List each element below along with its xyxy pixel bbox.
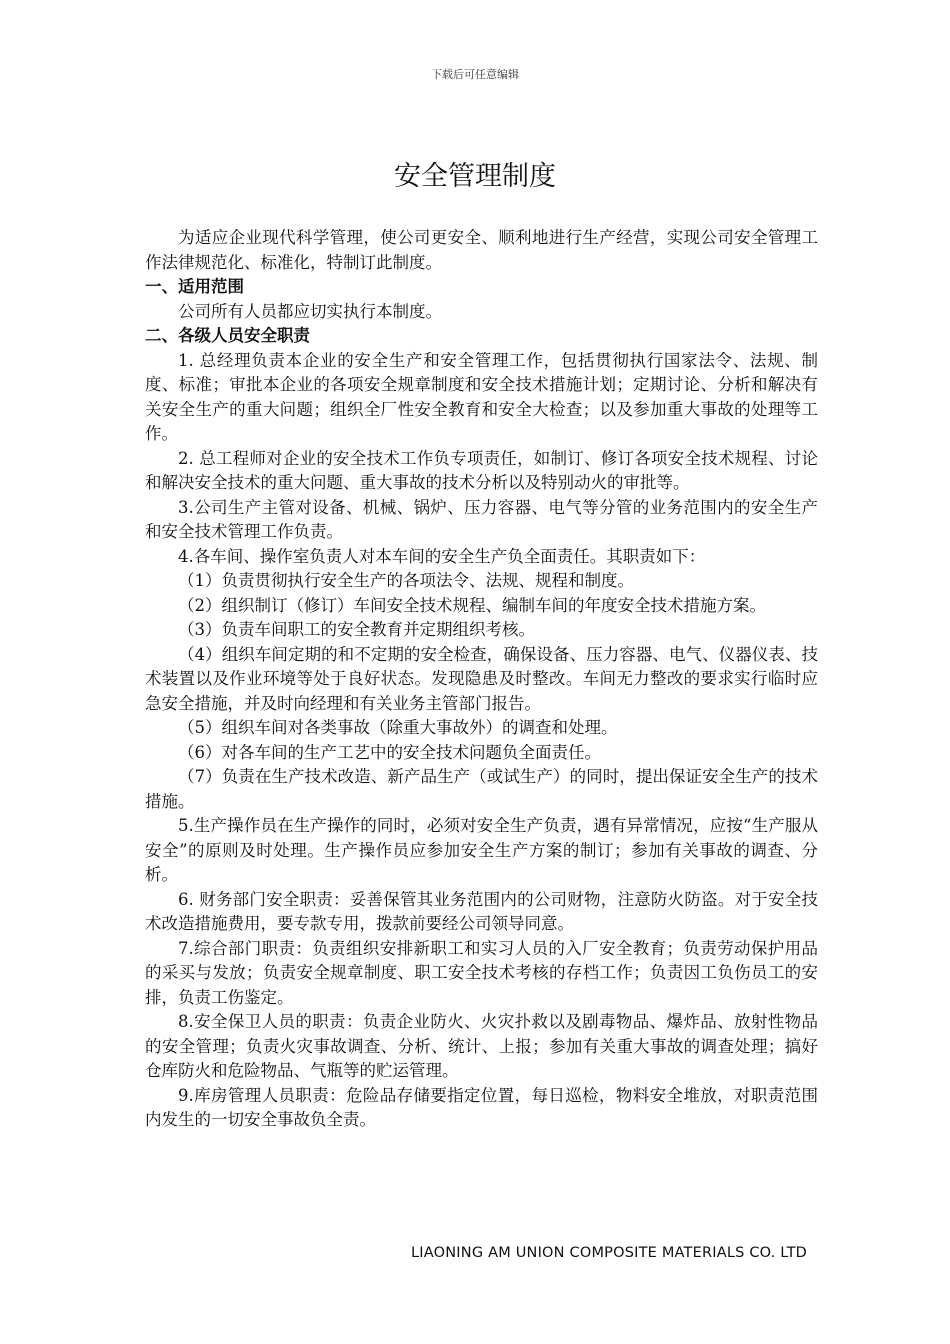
responsibility-subitem-4-2: （2）组织制订（修订）车间安全技术规程、编制车间的年度安全技术措施方案。: [178, 595, 766, 615]
responsibility-item-5: 5.生产操作员在生产操作的同时，必须对安全生产负责，遇有异常情况，应按“生产服从安全”的原则及时处理。生产操作员应参加安全生产方案的制订；参加有关事故的调查、分析。: [145, 816, 818, 884]
responsibility-subitem-4-3: （3）负责车间职工的安全教育并定期组织考核。: [178, 620, 535, 639]
responsibility-item-8: 8.安全保卫人员的职责：负责企业防火、火灾扑救以及剧毒物品、爆炸品、放射性物品的安全管理；负责火灾事故调查、分析、统计、上报；参加有关重大事故的调查处理；搞好仓库防火和危险物品、气瓶等的贮运管理。: [145, 1012, 818, 1080]
responsibility-subitem-4-5: （5）组织车间对各类事故（除重大事故外）的调查和处理。: [178, 718, 618, 737]
responsibility-subitem-4-1: （1）负责贯彻执行安全生产的各项法令、法规、规程和制度。: [178, 571, 634, 590]
document-body: [145, 226, 818, 1133]
responsibility-item-2: 2. 总工程师对企业的安全技术工作负专项责任，如制订、修订各项安全技术规程、讨论和解决安全技术的重大问题、重大事故的技术分析以及特别动火的审批等。: [145, 448, 818, 492]
footer-company-name: LIAONING AM UNION COMPOSITE MATERIALS CO. LTD: [411, 1245, 807, 1261]
scope-paragraph: 公司所有人员都应切实执行本制度。: [178, 301, 442, 321]
responsibility-subitem-4-4: （4）组织车间定期的和不定期的安全检查，确保设备、压力容器、电气、仪器仪表、技术装置以及作业环境等处于良好状态。发现隐患及时整改。车间无力整改的要求实行临时应急安全措施，并及时向经理和有关业务主管部门报告。: [145, 644, 818, 713]
responsibility-item-1: 1. 总经理负责本企业的安全生产和安全管理工作，包括贯彻执行国家法令、法规、制度、标准；审批本企业的各项安全规章制度和安全技术措施计划；定期讨论、分析和解决有关安全生产的重大问题；组织全厂性安全教育和安全大检查；以及参加重大事故的处理等工作。: [145, 350, 818, 443]
intro-paragraph: 为适应企业现代科学管理，使公司更安全、顺利地进行生产经营，实现公司安全管理工作法律规范化、标准化，特制订此制度。: [145, 228, 818, 272]
document-title: 安全管理制度: [394, 161, 556, 192]
responsibility-subitem-4-7: （7）负责在生产技术改造、新产品生产（或试生产）的同时，提出保证安全生产的技术措施。: [145, 767, 818, 811]
responsibility-subitem-4-6: （6）对各车间的生产工艺中的安全技术问题负全面责任。: [178, 742, 601, 762]
responsibility-item-7: 7.综合部门职责：负责组织安排新职工和实习人员的入厂安全教育；负责劳动保护用品的采买与发放；负责安全规章制度、职工安全技术考核的存档工作；负责因工负伤员工的安排，负责工伤鉴定。: [145, 938, 818, 1007]
responsibility-item-3: 3.公司生产主管对设备、机械、锅炉、压力容器、电气等分管的业务范围内的安全生产和安全技术管理工作负责。: [145, 497, 818, 541]
section-heading-scope: 一、适用范围: [145, 277, 244, 296]
responsibility-item-9: 9.库房管理人员职责：危险品存储要指定位置，每日巡检，物料安全堆放，对职责范围内发生的一切安全事故负全责。: [145, 1085, 818, 1129]
responsibility-item-4: 4.各车间、操作室负责人对本车间的安全生产负全面责任。其职责如下：: [178, 546, 706, 566]
section-heading-responsibilities: 二、各级人员安全职责: [145, 326, 310, 345]
header-note: 下载后可任意编辑: [431, 68, 519, 81]
responsibility-item-6: 6. 财务部门安全职责：妥善保管其业务范围内的公司财物，注意防火防盗。对于安全技术改造措施费用，要专款专用，拨款前要经公司领导同意。: [145, 889, 818, 933]
